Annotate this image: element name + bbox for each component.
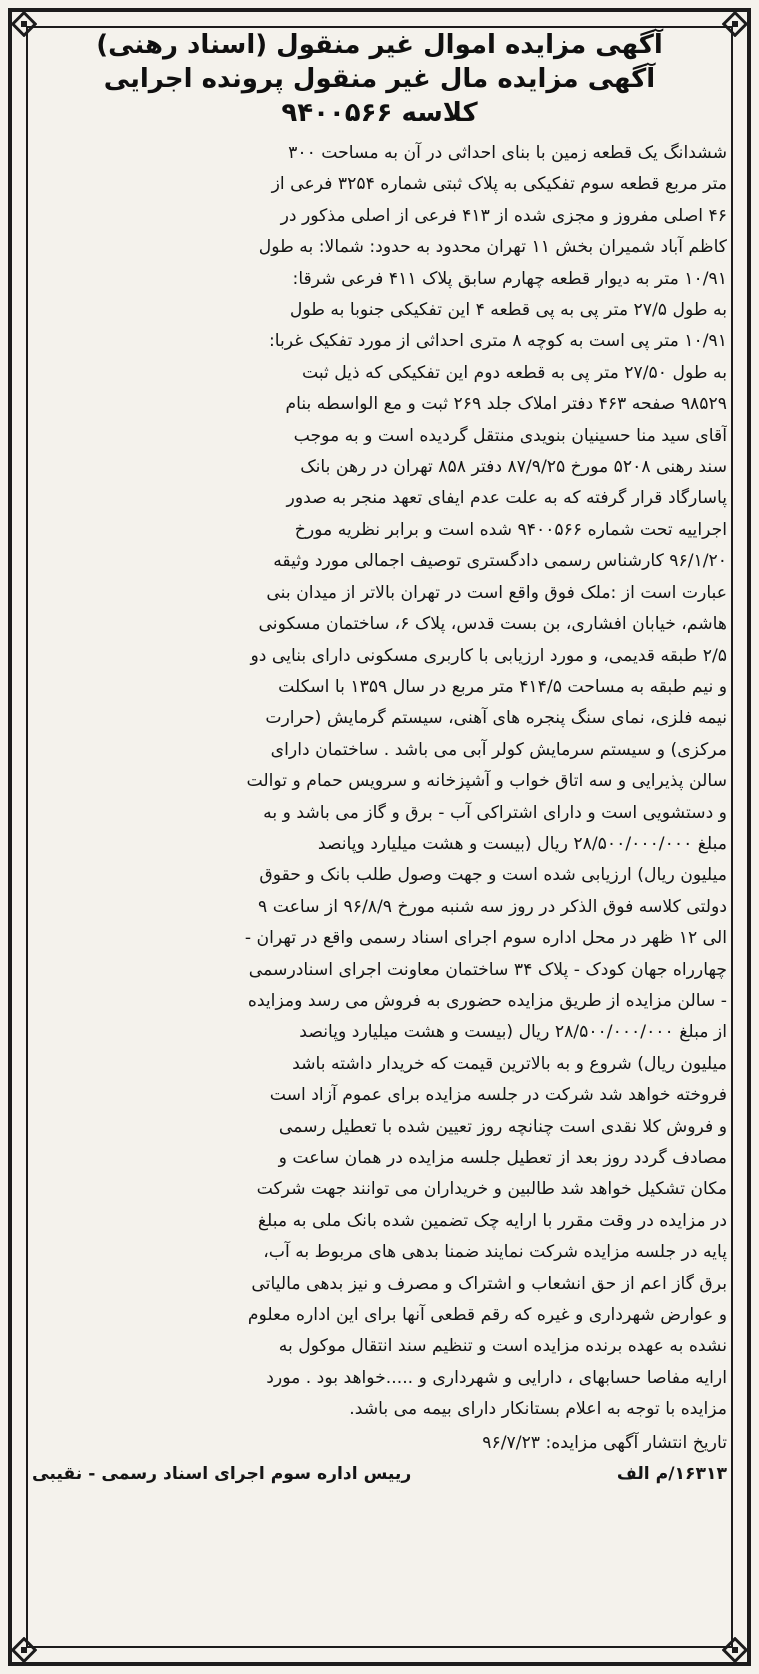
body-line: نیمه فلزی، نمای سنگ پنجره های آهنی، سیستم گرمایش (حرارت <box>265 708 727 729</box>
announcement-body <box>32 138 727 1426</box>
body-line: مصادف گردد روز بعد از تعطیل جلسه مزایده در همان ساعت و <box>278 1148 727 1168</box>
body-line: ۴۶ اصلی مفروز و مجزی شده از ۴۱۳ فرعی از اصلی مذکور در <box>280 205 727 226</box>
body-line: ۱۰/۹۱ متر به دیوار قطعه چهارم سابق پلاک ۴۱۱ فرعی شرقا: <box>292 268 727 289</box>
body-line: و عوارض شهرداری و غیره که رقم قطعی آنها برای این اداره معلوم <box>247 1305 727 1326</box>
body-line: سالن پذیرایی و سه اتاق خواب و آشپزخانه و سرویس حمام و توالت <box>246 771 727 792</box>
heading-line-1: آگهی مزایده اموال غیر منقول (اسناد رهنی) <box>96 30 663 60</box>
announcement-footer <box>32 1428 727 1490</box>
body-line: کاظم آباد شمیران بخش ۱۱ تهران محدود به حدود: شمالا: به طول <box>258 237 727 258</box>
body-line: پایه در جلسه مزایده شرکت نمایند ضمنا بدهی های مربوط به آب، <box>263 1242 727 1263</box>
body-line: میلیون ریال) ارزیابی شده است و جهت وصول طلب بانک و حقوق <box>259 865 727 886</box>
body-line: ۲/۵ طبقه قدیمی، و مورد ارزیابی با کاربری مسکونی دارای بنایی دو <box>250 645 727 666</box>
reference-code: ۱۶۳۱۳/م الف <box>616 1463 727 1484</box>
body-line: و نیم طبقه به مساحت ۴۱۴/۵ متر مربع در سال ۱۳۵۹ با اسکلت <box>278 676 727 697</box>
body-line: مرکزی) و سیستم سرمایش کولر آبی می باشد . ساختمان دارای <box>270 739 727 760</box>
body-line: اجراییه تحت شماره ۹۴۰۰۵۶۶ شده است و برابر نظریه مورخ <box>294 519 727 540</box>
body-line: چهارراه جهان کودک - پلاک ۳۴ ساختمان معاونت اجرای اسنادرسمی <box>248 959 727 980</box>
body-line: مکان تشکیل خواهد شد طالبین و خریداران می توانند جهت شرکت <box>256 1179 727 1200</box>
body-line: به طول ۲۷/۵۰ متر پی به قطعه دوم این تفکیکی که ذیل ثبت <box>301 362 727 383</box>
body-line: و دستشویی است و دارای اشتراکی آب - برق و گاز می باشد و به <box>263 802 727 823</box>
body-line: پاسارگاد قرار گرفته که به علت عدم ایفای تعهد منجر به صدور <box>286 488 727 509</box>
heading-line-3: کلاسه ۹۴۰۰۵۶۶ <box>281 98 478 128</box>
publication-date: تاریخ انتشار آگهی مزایده: ۹۶/۷/۲۳ <box>482 1432 727 1453</box>
body-line: ۹۸۵۲۹ صفحه ۴۶۳ دفتر املاک جلد ۲۶۹ ثبت و مع الواسطه بنام <box>285 394 727 415</box>
body-line: فروخته خواهد شد شرکت در جلسه مزایده برای عموم آزاد است <box>269 1085 727 1106</box>
body-line: ششدانگ یک قطعه زمین با بنای احداثی در آن به مساحت ۳۰۰ <box>288 143 727 163</box>
body-line: برق گاز اعم از حق انشعاب و اشتراک و مصرف و نیز بدهی مالیاتی <box>251 1273 727 1294</box>
body-line: آقای سید منا حسینیان بنویدی منتقل گردیده است و به موجب <box>293 425 727 446</box>
signature-line <box>32 1459 727 1490</box>
body-line: نشده به عهده برنده مزایده است و تنظیم سند انتقال موکول به <box>278 1336 727 1357</box>
body-line: ارایه مفاصا حسابهای ، دارایی و شهرداری و .....خواهد بود . مورد <box>266 1367 727 1388</box>
body-line: مزایده با توجه به اعلام بستانکار دارای بیمه می باشد. <box>349 1399 727 1420</box>
body-line: هاشم، خیابان افشاری، بن بست قدس، پلاک ۶، ساختمان مسکونی <box>258 614 727 635</box>
body-line: متر مربع قطعه سوم تفکیکی به پلاک ثبتی شماره ۳۲۵۴ فرعی از <box>271 174 727 195</box>
body-line: دولتی کلاسه فوق الذکر در روز سه شنبه مورخ ۹۶/۸/۹ از ساعت ۹ <box>258 896 727 917</box>
signatory-title: رییس اداره سوم اجرای اسناد رسمی - نقیبی <box>32 1463 412 1484</box>
body-line: الی ۱۲ ظهر در محل اداره سوم اجرای اسناد رسمی واقع در تهران - <box>244 928 727 949</box>
body-line: سند رهنی ۵۲۰۸ مورخ ۸۷/۹/۲۵ دفتر ۸۵۸ تهران در رهن بانک <box>300 457 727 478</box>
body-line: ۱۰/۹۱ متر پی است به کوچه ۸ متری احداثی از مورد تفکیک غربا: <box>268 331 727 352</box>
body-line: از مبلغ ۲۸/۵۰۰/۰۰۰/۰۰۰ ریال (بیست و هشت میلیارد وپانصد <box>299 1022 727 1043</box>
body-line: و فروش کلا نقدی است چنانچه روز تعیین شده با تعطیل رسمی <box>278 1116 727 1137</box>
body-line: میلیون ریال) شروع و به بالاترین قیمت که خریدار داشته باشد <box>292 1053 727 1074</box>
body-line: - سالن مزایده از طریق مزایده حضوری به فروش می رسد ومزایده <box>247 990 727 1011</box>
announcement-heading <box>32 28 727 130</box>
body-line: به طول ۲۷/۵ متر پی به پی قطعه ۴ این تفکیکی جنوبا به طول <box>289 300 727 321</box>
body-line: مبلغ ۲۸/۵۰۰/۰۰۰/۰۰۰ ریال (بیست و هشت میلیارد وپانصد <box>317 833 727 854</box>
heading-line-2: آگهی مزایده مال غیر منقول پرونده اجرایی <box>103 64 656 94</box>
announcement-content <box>32 28 727 1646</box>
body-line: عبارت است از :ملک فوق واقع است در تهران بالاتر از میدان بنی <box>266 582 727 603</box>
body-line: ۹۶/۱/۲۰ کارشناس رسمی دادگستری توصیف اجمالی مورد وثیقه <box>273 551 727 572</box>
body-line: در مزایده در وقت مقرر با ارایه چک تضمین شده بانک ملی به مبلغ <box>257 1210 727 1231</box>
